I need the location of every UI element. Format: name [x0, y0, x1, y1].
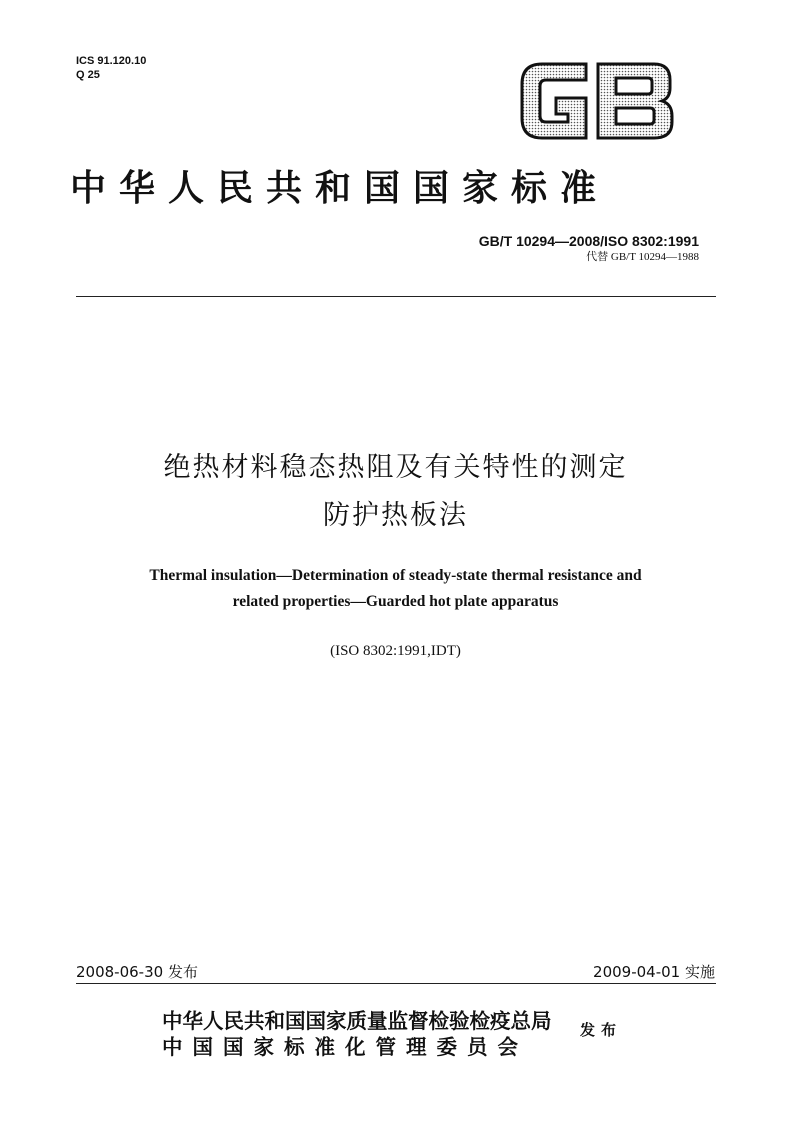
title-en-line1: Thermal insulation—Determination of steady-state thermal resistance and	[149, 567, 642, 584]
ccs-code: Q 25	[76, 69, 100, 81]
publish-label: 发布	[580, 1021, 623, 1039]
issue-date: 2008-06-30 发布	[76, 963, 198, 981]
issuer-sac: 中国国家标准化管理委员会	[162, 1035, 528, 1059]
effective-date: 2009-04-01 实施	[593, 963, 715, 981]
issuer-aqsiq: 中华人民共和国国家质量监督检验检疫总局	[162, 1009, 552, 1033]
gb-logo-icon	[516, 58, 676, 144]
footer-divider	[76, 983, 716, 984]
title-cn-line2: 防护热板法	[323, 500, 468, 531]
classification-codes	[76, 54, 146, 82]
standard-number: GB/T 10294—2008/ISO 8302:1991	[478, 233, 699, 249]
adoption-reference: (ISO 8302:1991,IDT)	[330, 643, 461, 659]
title-en-line2: related properties—Guarded hot plate apparatus	[232, 593, 559, 610]
ics-code: ICS 91.120.10	[76, 55, 147, 67]
header-divider	[76, 296, 716, 297]
title-cn-line1: 绝热材料稳态热阻及有关特性的测定	[163, 452, 628, 483]
replaces-standard: 代替 GB/T 10294—1988	[586, 251, 699, 263]
national-standard-heading: 中华人民共和国国家标准	[70, 167, 610, 209]
